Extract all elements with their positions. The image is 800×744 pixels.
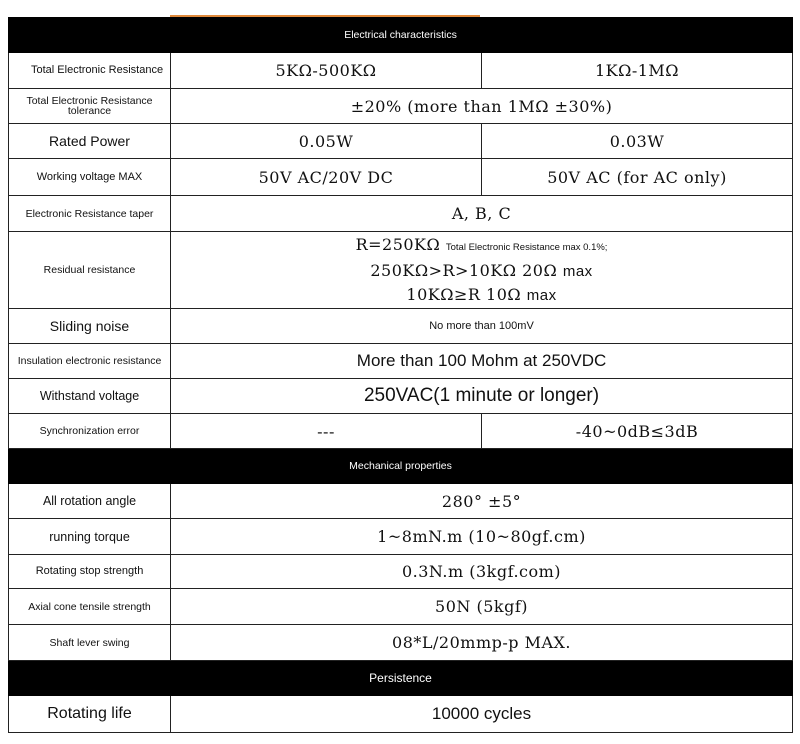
row-value: No more than 100mV <box>171 309 793 344</box>
row-tolerance <box>9 89 793 124</box>
row-value: More than 100 Mohm at 250VDC <box>171 344 793 379</box>
section-title: Persistence <box>9 661 793 696</box>
row-label: Insulation electronic resistance <box>9 344 171 379</box>
row-label: Working voltage MAX <box>9 159 171 196</box>
row-shaft-swing <box>9 625 793 661</box>
row-running-torque <box>9 519 793 555</box>
row-label: Rated Power <box>9 124 171 159</box>
row-label: Shaft lever swing <box>9 625 171 661</box>
row-sliding-noise <box>9 309 793 344</box>
row-label: Electronic Resistance taper <box>9 196 171 232</box>
row-value: ±20% (more than 1MΩ ±30%) <box>171 89 793 124</box>
row-rotation-angle <box>9 484 793 519</box>
row-value: 1~8mN.m (10~80gf.cm) <box>171 519 793 555</box>
spec-table <box>8 17 793 733</box>
row-label: Residual resistance <box>9 232 171 309</box>
row-withstand <box>9 379 793 414</box>
row-label: Total Electronic Resistance <box>9 53 171 89</box>
row-label: Sliding noise <box>9 309 171 344</box>
row-insulation <box>9 344 793 379</box>
row-value: 50N (5kgf) <box>171 589 793 625</box>
residual-line-1: R=250KΩ Total Electronic Resistance max 0.1%; <box>355 235 608 254</box>
residual-note: Total Electronic Resistance max 0.1%; <box>445 242 608 253</box>
residual-line-2: 250KΩ>R>10KΩ 20Ω max <box>370 261 593 280</box>
row-stop-strength <box>9 555 793 589</box>
row-value: 280° ±5° <box>171 484 793 519</box>
row-rated-power <box>9 124 793 159</box>
section-electrical <box>9 18 793 53</box>
row-label: Total Electronic Resistance tolerance <box>9 89 171 124</box>
section-persistence <box>9 661 793 696</box>
section-title: Electrical characteristics <box>9 18 793 53</box>
row-value: 0.3N.m (3kgf.com) <box>171 555 793 589</box>
row-taper <box>9 196 793 232</box>
residual-line-3: 10KΩ≥R 10Ω max <box>406 285 557 304</box>
row-residual <box>9 232 793 309</box>
row-label: running torque <box>9 519 171 555</box>
row-label: Rotating stop strength <box>9 555 171 589</box>
row-value-left: 0.05W <box>171 124 482 159</box>
row-rotating-life <box>9 696 793 733</box>
row-value: 250VAC(1 minute or longer) <box>171 379 793 414</box>
row-value-left: 50V AC/20V DC <box>171 159 482 196</box>
row-value-left: --- <box>171 414 482 449</box>
row-label: Axial cone tensile strength <box>9 589 171 625</box>
row-value: 10000 cycles <box>171 696 793 733</box>
row-total-resistance <box>9 53 793 89</box>
row-value: A, B, C <box>171 196 793 232</box>
row-value-right: 1KΩ-1MΩ <box>482 53 793 89</box>
section-mechanical <box>9 449 793 484</box>
row-label: Rotating life <box>9 696 171 733</box>
row-value-right: -40~0dB≤3dB <box>482 414 793 449</box>
row-value: 08*L/20mmp-p MAX. <box>171 625 793 661</box>
row-value-right: 50V AC (for AC only) <box>482 159 793 196</box>
row-label: Synchronization error <box>9 414 171 449</box>
row-sync-error <box>9 414 793 449</box>
row-label: Withstand voltage <box>9 379 171 414</box>
row-value-right: 0.03W <box>482 124 793 159</box>
row-working-voltage <box>9 159 793 196</box>
row-axial-tensile <box>9 589 793 625</box>
row-label: All rotation angle <box>9 484 171 519</box>
residual-values <box>171 232 793 309</box>
section-title: Mechanical properties <box>9 449 793 484</box>
row-value-left: 5KΩ-500KΩ <box>171 53 482 89</box>
